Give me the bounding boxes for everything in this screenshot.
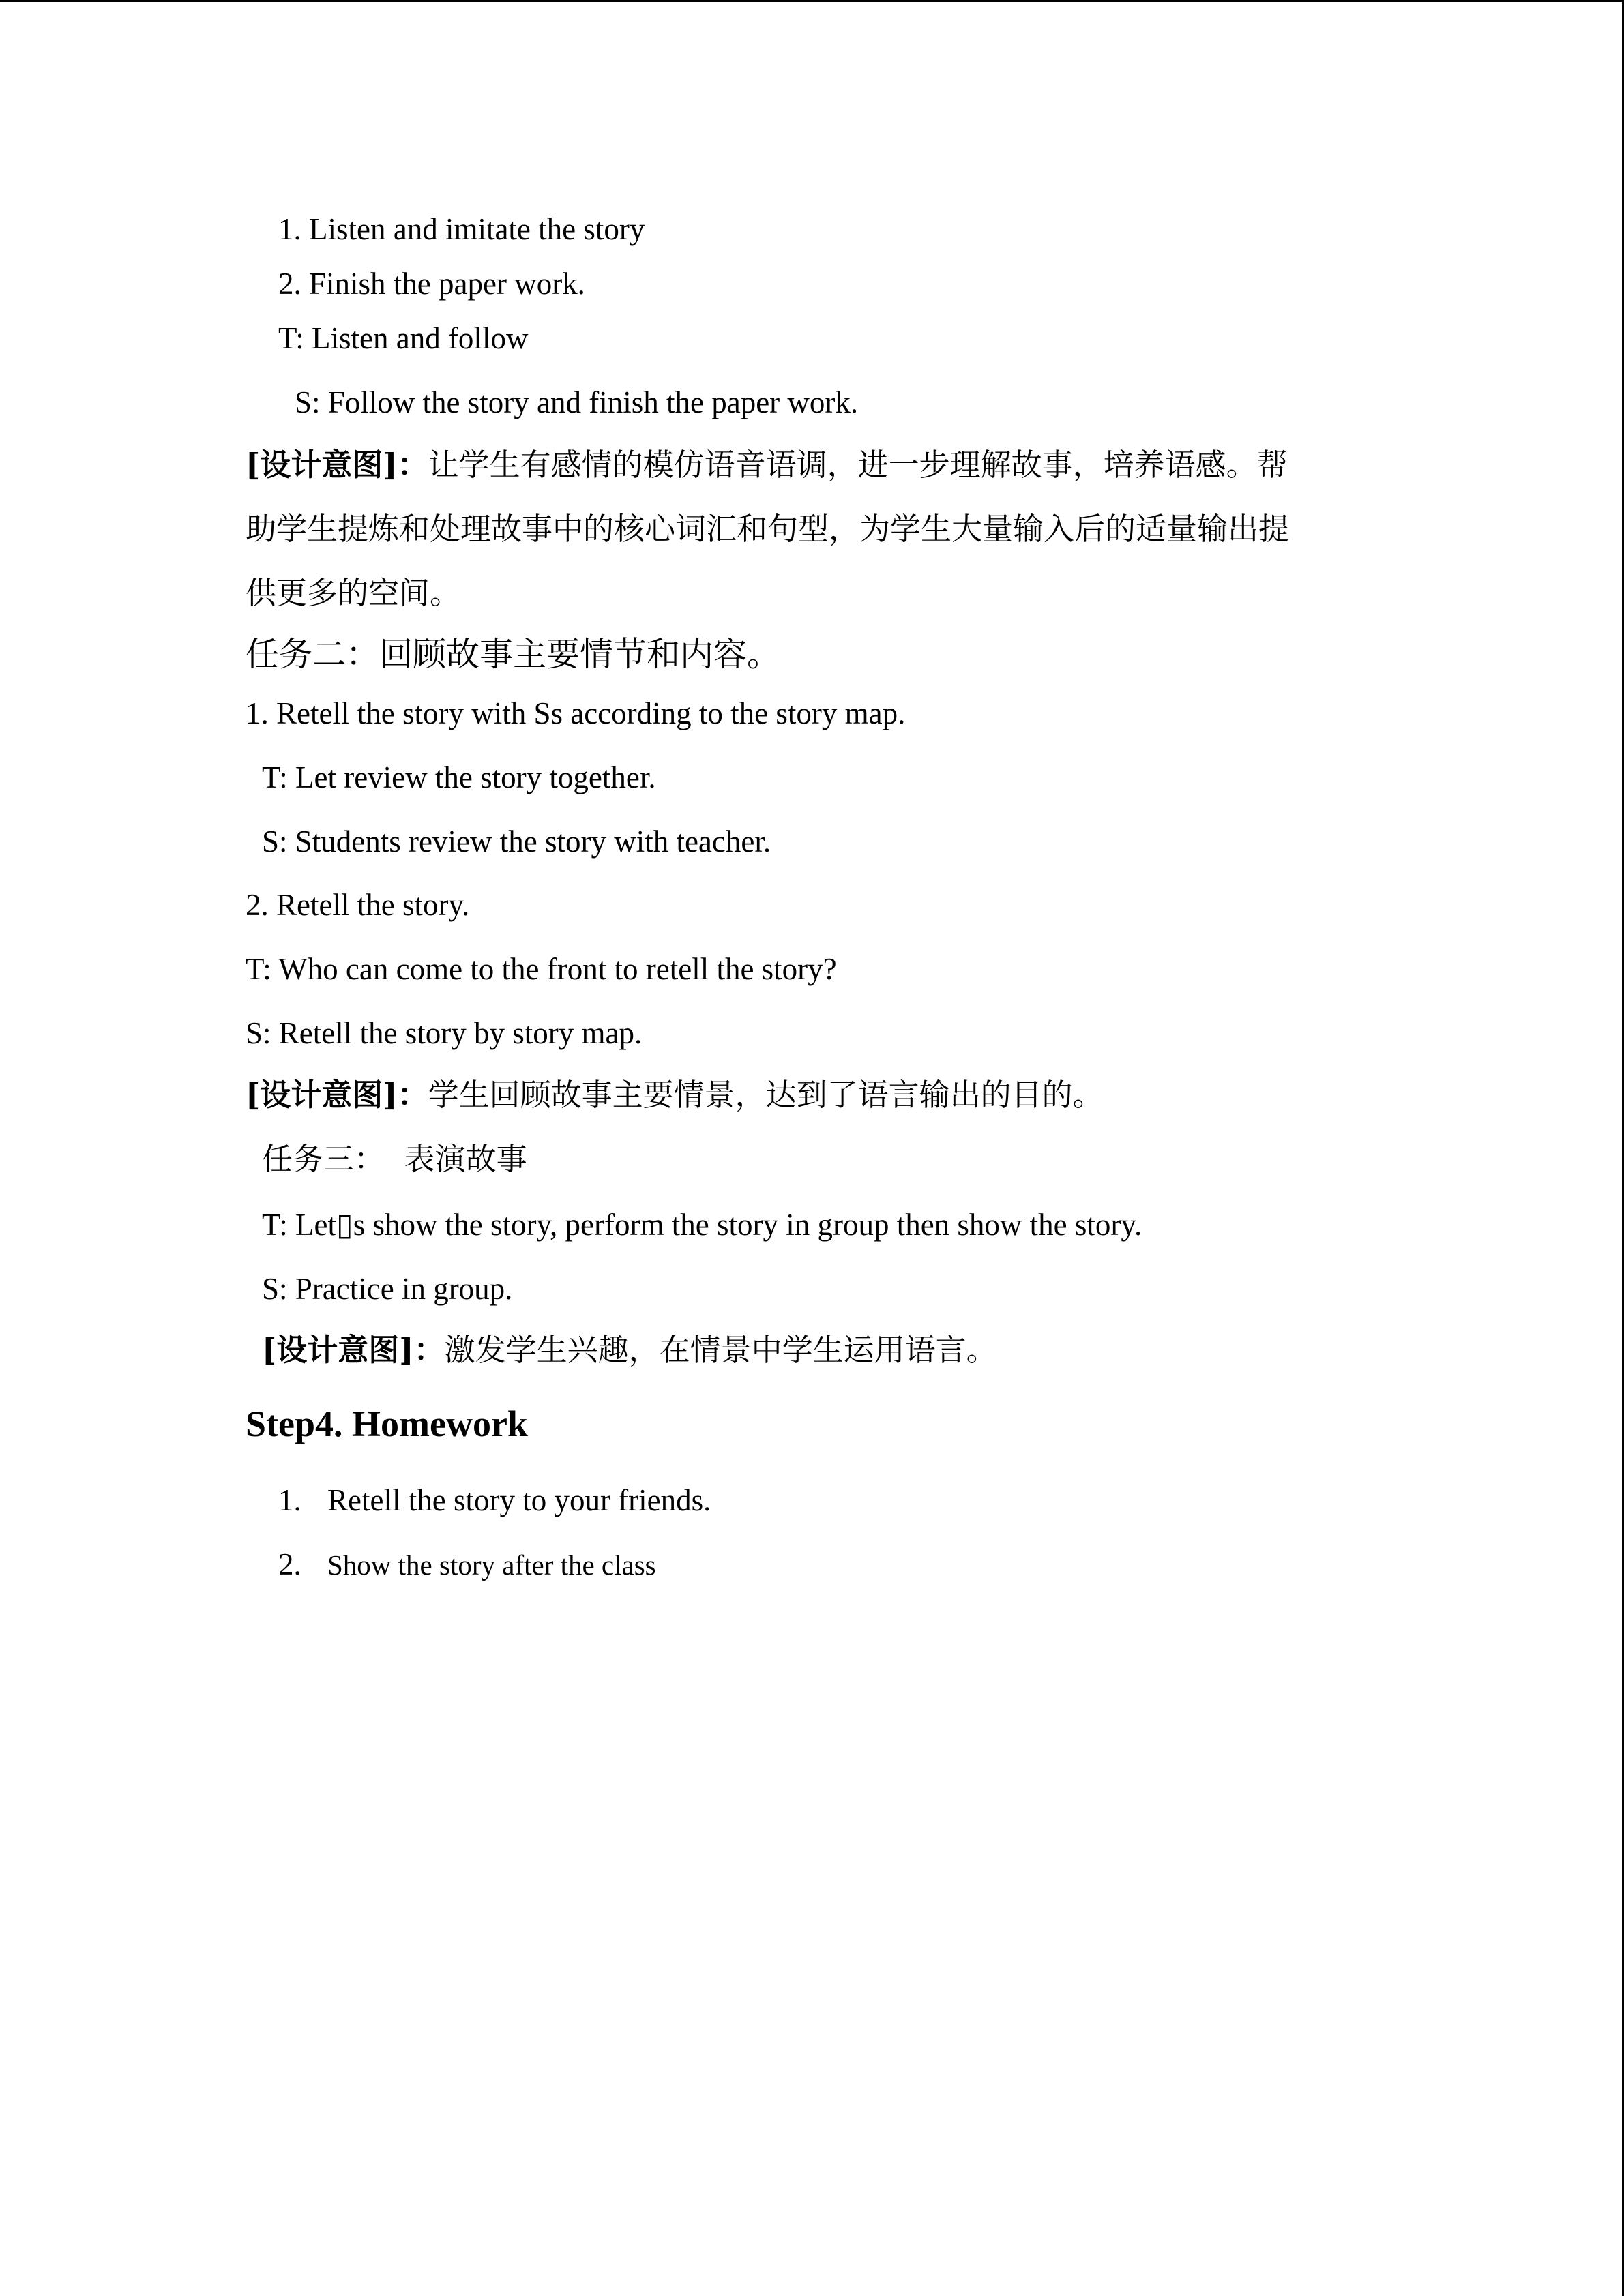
page-border-top bbox=[0, 0, 1624, 2]
design-intent-text: 激发学生兴趣，在情景中学生运用语言。 bbox=[444, 1332, 997, 1368]
design-intent-1-end: 供更多的空间。 bbox=[246, 575, 461, 611]
design-intent-2 bbox=[246, 1075, 1104, 1116]
homework-item-text: Show the story after the class bbox=[327, 1549, 656, 1581]
perform-line-1: T: Let▯s show the story, perform the story in group then show the story. bbox=[262, 1208, 1142, 1242]
retell-line-4: 2. Retell the story. bbox=[246, 888, 470, 922]
retell-line-1: 1. Retell the story with Ss according to the story map. bbox=[246, 696, 906, 730]
step-line-1: 1. Listen and imitate the story bbox=[278, 212, 645, 246]
homework-item-2 bbox=[278, 1544, 656, 1585]
homework-item-1 bbox=[278, 1480, 711, 1521]
retell-line-3: S: Students review the story with teacher. bbox=[262, 824, 771, 859]
design-intent-1-cont: 助学生提炼和处理故事中的核心词汇和句型，为学生大量输入后的适量输出提 bbox=[246, 511, 1290, 547]
step-line-3: T: Listen and follow bbox=[278, 321, 529, 355]
retell-line-6: S: Retell the story by story map. bbox=[246, 1016, 643, 1050]
design-intent-text: 学生回顾故事主要情景，达到了语言输出的目的。 bbox=[428, 1077, 1104, 1113]
task-two-title: 任务二：回顾故事主要情节和内容。 bbox=[246, 635, 781, 674]
homework-item-number: 1. bbox=[278, 1483, 301, 1517]
design-intent-tag: [设计意图]： bbox=[262, 1332, 445, 1368]
homework-item-number: 2. bbox=[278, 1547, 301, 1581]
design-intent-3 bbox=[262, 1330, 997, 1371]
design-intent-tag: [设计意图]： bbox=[246, 1077, 428, 1113]
design-intent-1 bbox=[246, 445, 1288, 486]
retell-line-5: T: Who can come to the front to retell the story? bbox=[246, 952, 837, 986]
task-three-title: 任务三： 表演故事 bbox=[262, 1141, 527, 1177]
perform-line-2: S: Practice in group. bbox=[262, 1272, 513, 1306]
retell-line-2: T: Let review the story together. bbox=[262, 760, 656, 794]
homework-item-text: Retell the story to your friends. bbox=[327, 1483, 711, 1517]
design-intent-tag: [设计意图]： bbox=[246, 447, 428, 483]
homework-heading: Step4. Homework bbox=[246, 1403, 528, 1444]
design-intent-text: 让学生有感情的模仿语音语调，进一步理解故事，培养语感。帮 bbox=[428, 447, 1288, 483]
step-line-2: 2. Finish the paper work. bbox=[278, 267, 585, 301]
step-line-4: S: Follow the story and finish the paper work. bbox=[295, 385, 859, 419]
